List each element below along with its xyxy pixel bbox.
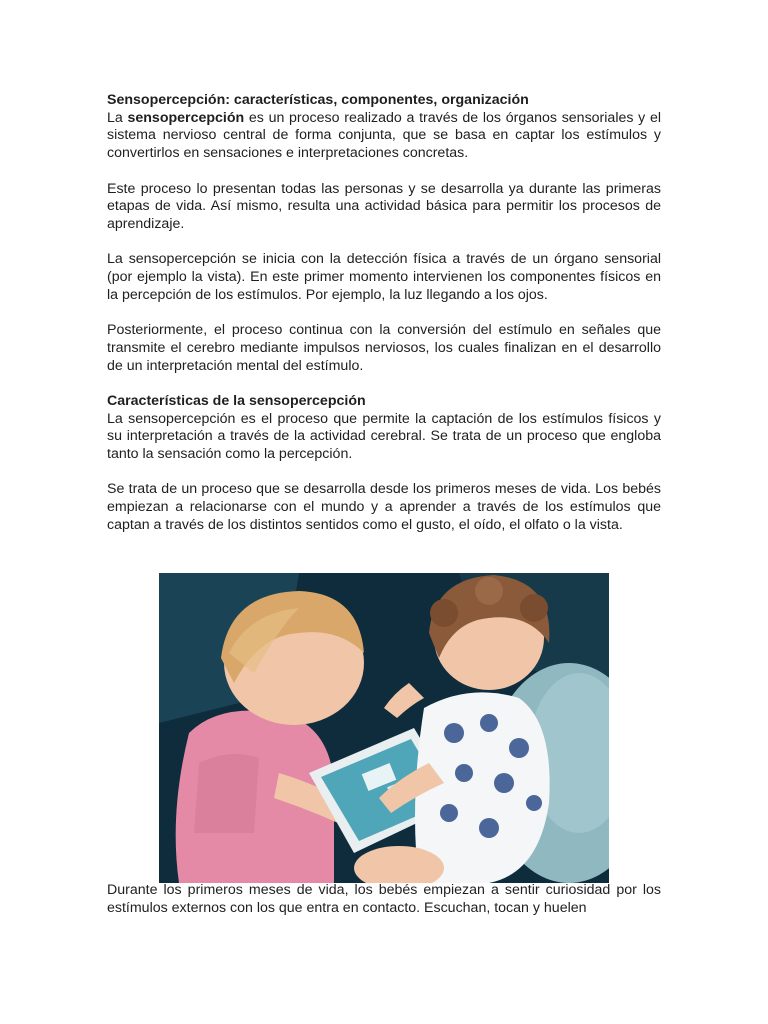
babies-tablet-illustration: [159, 573, 609, 883]
document-body: [107, 92, 661, 535]
intro-bold-term: sensopercepción: [127, 109, 245, 126]
intro-prefix: La: [107, 109, 128, 126]
paragraph-3: La sensopercepción se inicia con la detección física a través de un órgano sensorial (por ejemplo la vista). En este primer momento intervienen los componentes físicos en la percepción de los estímulos. Por ejemplo, la luz llegando a los ojos.: [107, 251, 661, 303]
photo-babies-tablet: [159, 573, 609, 883]
document-title: Sensopercepción: características, componentes, organización: [107, 92, 529, 108]
paragraph-2: Este proceso lo presentan todas las personas y se desarrolla ya durante las primeras etapas de vida. Así mismo, resulta una actividad básica para permitir los procesos de aprendizaje.: [107, 180, 661, 232]
paragraph-intro: [107, 110, 661, 163]
paragraph-6: Se trata de un proceso que se desarrolla desde los primeros meses de vida. Los bebés empiezan a relacionarse con el mundo y a aprender a través de los estímulos que captan a través de los distintos sentidos como el gusto, el oído, el olfato o la vista.: [107, 481, 661, 533]
paragraph-4: Posteriormente, el proceso continua con la conversión del estímulo en señales que transmite el cerebro mediante impulsos nerviosos, los cuales finalizan en el desarrollo de un interpretación mental del estímulo.: [107, 322, 661, 374]
paragraph-after-photo-block: [107, 882, 661, 917]
paragraph-5: La sensopercepción es el proceso que permite la captación de los estímulos físicos y su interpretación a través de la actividad cerebral. Se trata de un proceso que engloba tanto la sensación como la percepción.: [107, 410, 661, 462]
paragraph-7: Durante los primeros meses de vida, los bebés empiezan a sentir curiosidad por los estímulos externos con los que entra en contacto. Escuchan, tocan y huelen: [107, 882, 661, 916]
intro-rest: es un proceso realizado a través de los órganos sensoriales y el sistema nervioso central de forma conjunta, que se basa en captar los estímulos y convertirlos en sensaciones e interpretaciones concretas.: [107, 109, 661, 162]
section-heading-caracteristicas: Características de la sensopercepción: [107, 392, 366, 409]
